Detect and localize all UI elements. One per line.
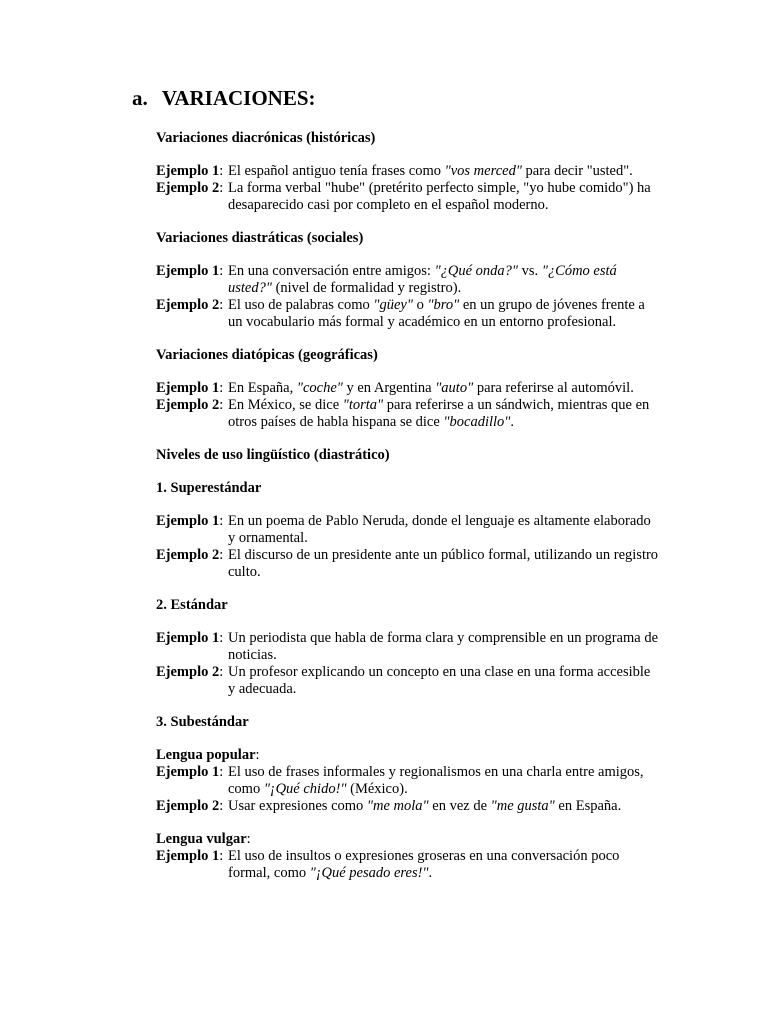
- example-item: Ejemplo 2: Usar expresiones como "me mola" en vez de "me gusta" en España.: [156, 798, 661, 815]
- subheading-diacronicas: Variaciones diacrónicas (históricas): [156, 130, 376, 146]
- lengua-popular-label: Lengua popular: [156, 747, 256, 763]
- example-label: Ejemplo: [156, 297, 209, 313]
- example-item: Ejemplo 2: El discurso de un presidente ante un público formal, utilizando un registro culto.: [156, 547, 661, 581]
- example-number: 1: [211, 513, 220, 529]
- example-number: 1: [211, 263, 220, 279]
- subheading-diastraticas: Variaciones diastráticas (sociales): [156, 230, 364, 246]
- example-label: Ejemplo: [156, 764, 209, 780]
- examples-diacronicas: [156, 163, 661, 214]
- subheading-subestandar: 3. Subestándar: [156, 714, 249, 730]
- example-number: 2: [211, 664, 220, 680]
- example-label: Ejemplo: [156, 263, 209, 279]
- example-label: Ejemplo: [156, 664, 209, 680]
- heading-title: VARIACIONES:: [161, 86, 316, 110]
- example-number: 2: [211, 547, 220, 563]
- example-number: 1: [211, 630, 220, 646]
- example-label: Ejemplo: [156, 848, 209, 864]
- example-text: El español antiguo tenía frases como "vos merced" para decir "usted".: [228, 163, 633, 179]
- example-text: En México, se dice "torta" para referirse a un sándwich, mientras que en otros países de habla hispana se dice "bocadillo".: [228, 397, 650, 430]
- example-text: Un periodista que habla de forma clara y comprensible en un programa de noticias.: [228, 630, 659, 663]
- example-item: Ejemplo 2: En México, se dice "torta" para referirse a un sándwich, mientras que en otros países de habla hispana se dice "bocadillo".: [156, 397, 661, 431]
- example-number: 1: [211, 848, 220, 864]
- examples-diatopicas: [156, 380, 661, 431]
- example-item: Ejemplo 2: La forma verbal "hube" (pretérito perfecto simple, "yo hube comido") ha desaparecido casi por completo en el español moderno.: [156, 180, 661, 214]
- examples-diastraticas: [156, 263, 661, 331]
- example-item: Ejemplo 2: Un profesor explicando un concepto en una clase en una forma accesible y adecuada.: [156, 664, 661, 698]
- example-text: Un profesor explicando un concepto en una clase en una forma accesible y adecuada.: [228, 664, 651, 697]
- example-number: 1: [211, 764, 220, 780]
- example-text: El discurso de un presidente ante un público formal, utilizando un registro culto.: [228, 547, 659, 580]
- example-text: En un poema de Pablo Neruda, donde el lenguaje es altamente elaborado y ornamental.: [228, 513, 651, 546]
- document-content: [156, 130, 661, 898]
- example-text: En España, "coche" y en Argentina "auto" para referirse al automóvil.: [228, 380, 634, 396]
- example-item: Ejemplo 2: El uso de palabras como "güey" o "bro" en un grupo de jóvenes frente a un vocabulario más formal y académico en un entorno profesional.: [156, 297, 661, 331]
- example-text: El uso de frases informales y regionalismos en una charla entre amigos, como "¡Qué chido!" (México).: [228, 764, 644, 797]
- example-number: 1: [211, 163, 220, 179]
- example-item: Ejemplo 1: En una conversación entre amigos: "¿Qué onda?" vs. "¿Cómo está usted?" (nivel de formalidad y registro).: [156, 263, 661, 297]
- example-number: 1: [211, 380, 220, 396]
- lengua-vulgar-label: Lengua vulgar: [156, 831, 247, 847]
- example-item: Ejemplo 1: En España, "coche" y en Argentina "auto" para referirse al automóvil.: [156, 380, 661, 397]
- example-label: Ejemplo: [156, 630, 209, 646]
- subheading-superestandar: 1. Superestándar: [156, 480, 262, 496]
- example-text: El uso de palabras como "güey" o "bro" en un grupo de jóvenes frente a un vocabulario más formal y académico en un entorno profesional.: [228, 297, 645, 330]
- heading-number: a.: [132, 86, 148, 110]
- example-item: Ejemplo 1: El español antiguo tenía frases como "vos merced" para decir "usted".: [156, 163, 661, 180]
- subheading-niveles: Niveles de uso lingüístico (diastrático): [156, 447, 390, 463]
- example-item: Ejemplo 1: El uso de frases informales y regionalismos en una charla entre amigos, como "¡Qué chido!" (México).: [156, 764, 661, 798]
- examples-lengua-popular: Lengua popular: Ejemplo 1: El uso de frases informales y regionalismos en una charla entre amigos, como "¡Qué chido!" (México). Ejemplo 2: Usar expresiones como "me mola" en vez de "me gusta" en España.: [156, 747, 661, 815]
- example-text: El uso de insultos o expresiones groseras en una conversación poco formal, como "¡Qué pesado eres!".: [228, 848, 620, 881]
- example-number: 2: [211, 297, 220, 313]
- example-label: Ejemplo: [156, 380, 209, 396]
- example-number: 2: [211, 180, 220, 196]
- example-label: Ejemplo: [156, 798, 209, 814]
- subheading-diatopicas: Variaciones diatópicas (geográficas): [156, 347, 378, 363]
- example-item: Ejemplo 1: En un poema de Pablo Neruda, donde el lenguaje es altamente elaborado y ornamental.: [156, 513, 661, 547]
- examples-estandar: [156, 630, 661, 698]
- example-item: Ejemplo 1: El uso de insultos o expresiones groseras en una conversación poco formal, como "¡Qué pesado eres!".: [156, 848, 661, 882]
- section-heading: [132, 85, 316, 111]
- example-label: Ejemplo: [156, 180, 209, 196]
- example-label: Ejemplo: [156, 547, 209, 563]
- example-text: La forma verbal "hube" (pretérito perfecto simple, "yo hube comido") ha desaparecido casi por completo en el español moderno.: [228, 180, 651, 213]
- example-item: Ejemplo 1: Un periodista que habla de forma clara y comprensible en un programa de noticias.: [156, 630, 661, 664]
- example-text: En una conversación entre amigos: "¿Qué onda?" vs. "¿Cómo está usted?" (nivel de formalidad y registro).: [228, 263, 617, 296]
- example-text: Usar expresiones como "me mola" en vez de "me gusta" en España.: [228, 798, 622, 814]
- subheading-estandar: 2. Estándar: [156, 597, 228, 613]
- examples-superestandar: [156, 513, 661, 581]
- examples-lengua-vulgar: Lengua vulgar: Ejemplo 1: El uso de insultos o expresiones groseras en una conversación poco formal, como "¡Qué pesado eres!".: [156, 831, 661, 882]
- example-number: 2: [211, 798, 220, 814]
- example-label: Ejemplo: [156, 163, 209, 179]
- example-label: Ejemplo: [156, 513, 209, 529]
- example-number: 2: [211, 397, 220, 413]
- example-label: Ejemplo: [156, 397, 209, 413]
